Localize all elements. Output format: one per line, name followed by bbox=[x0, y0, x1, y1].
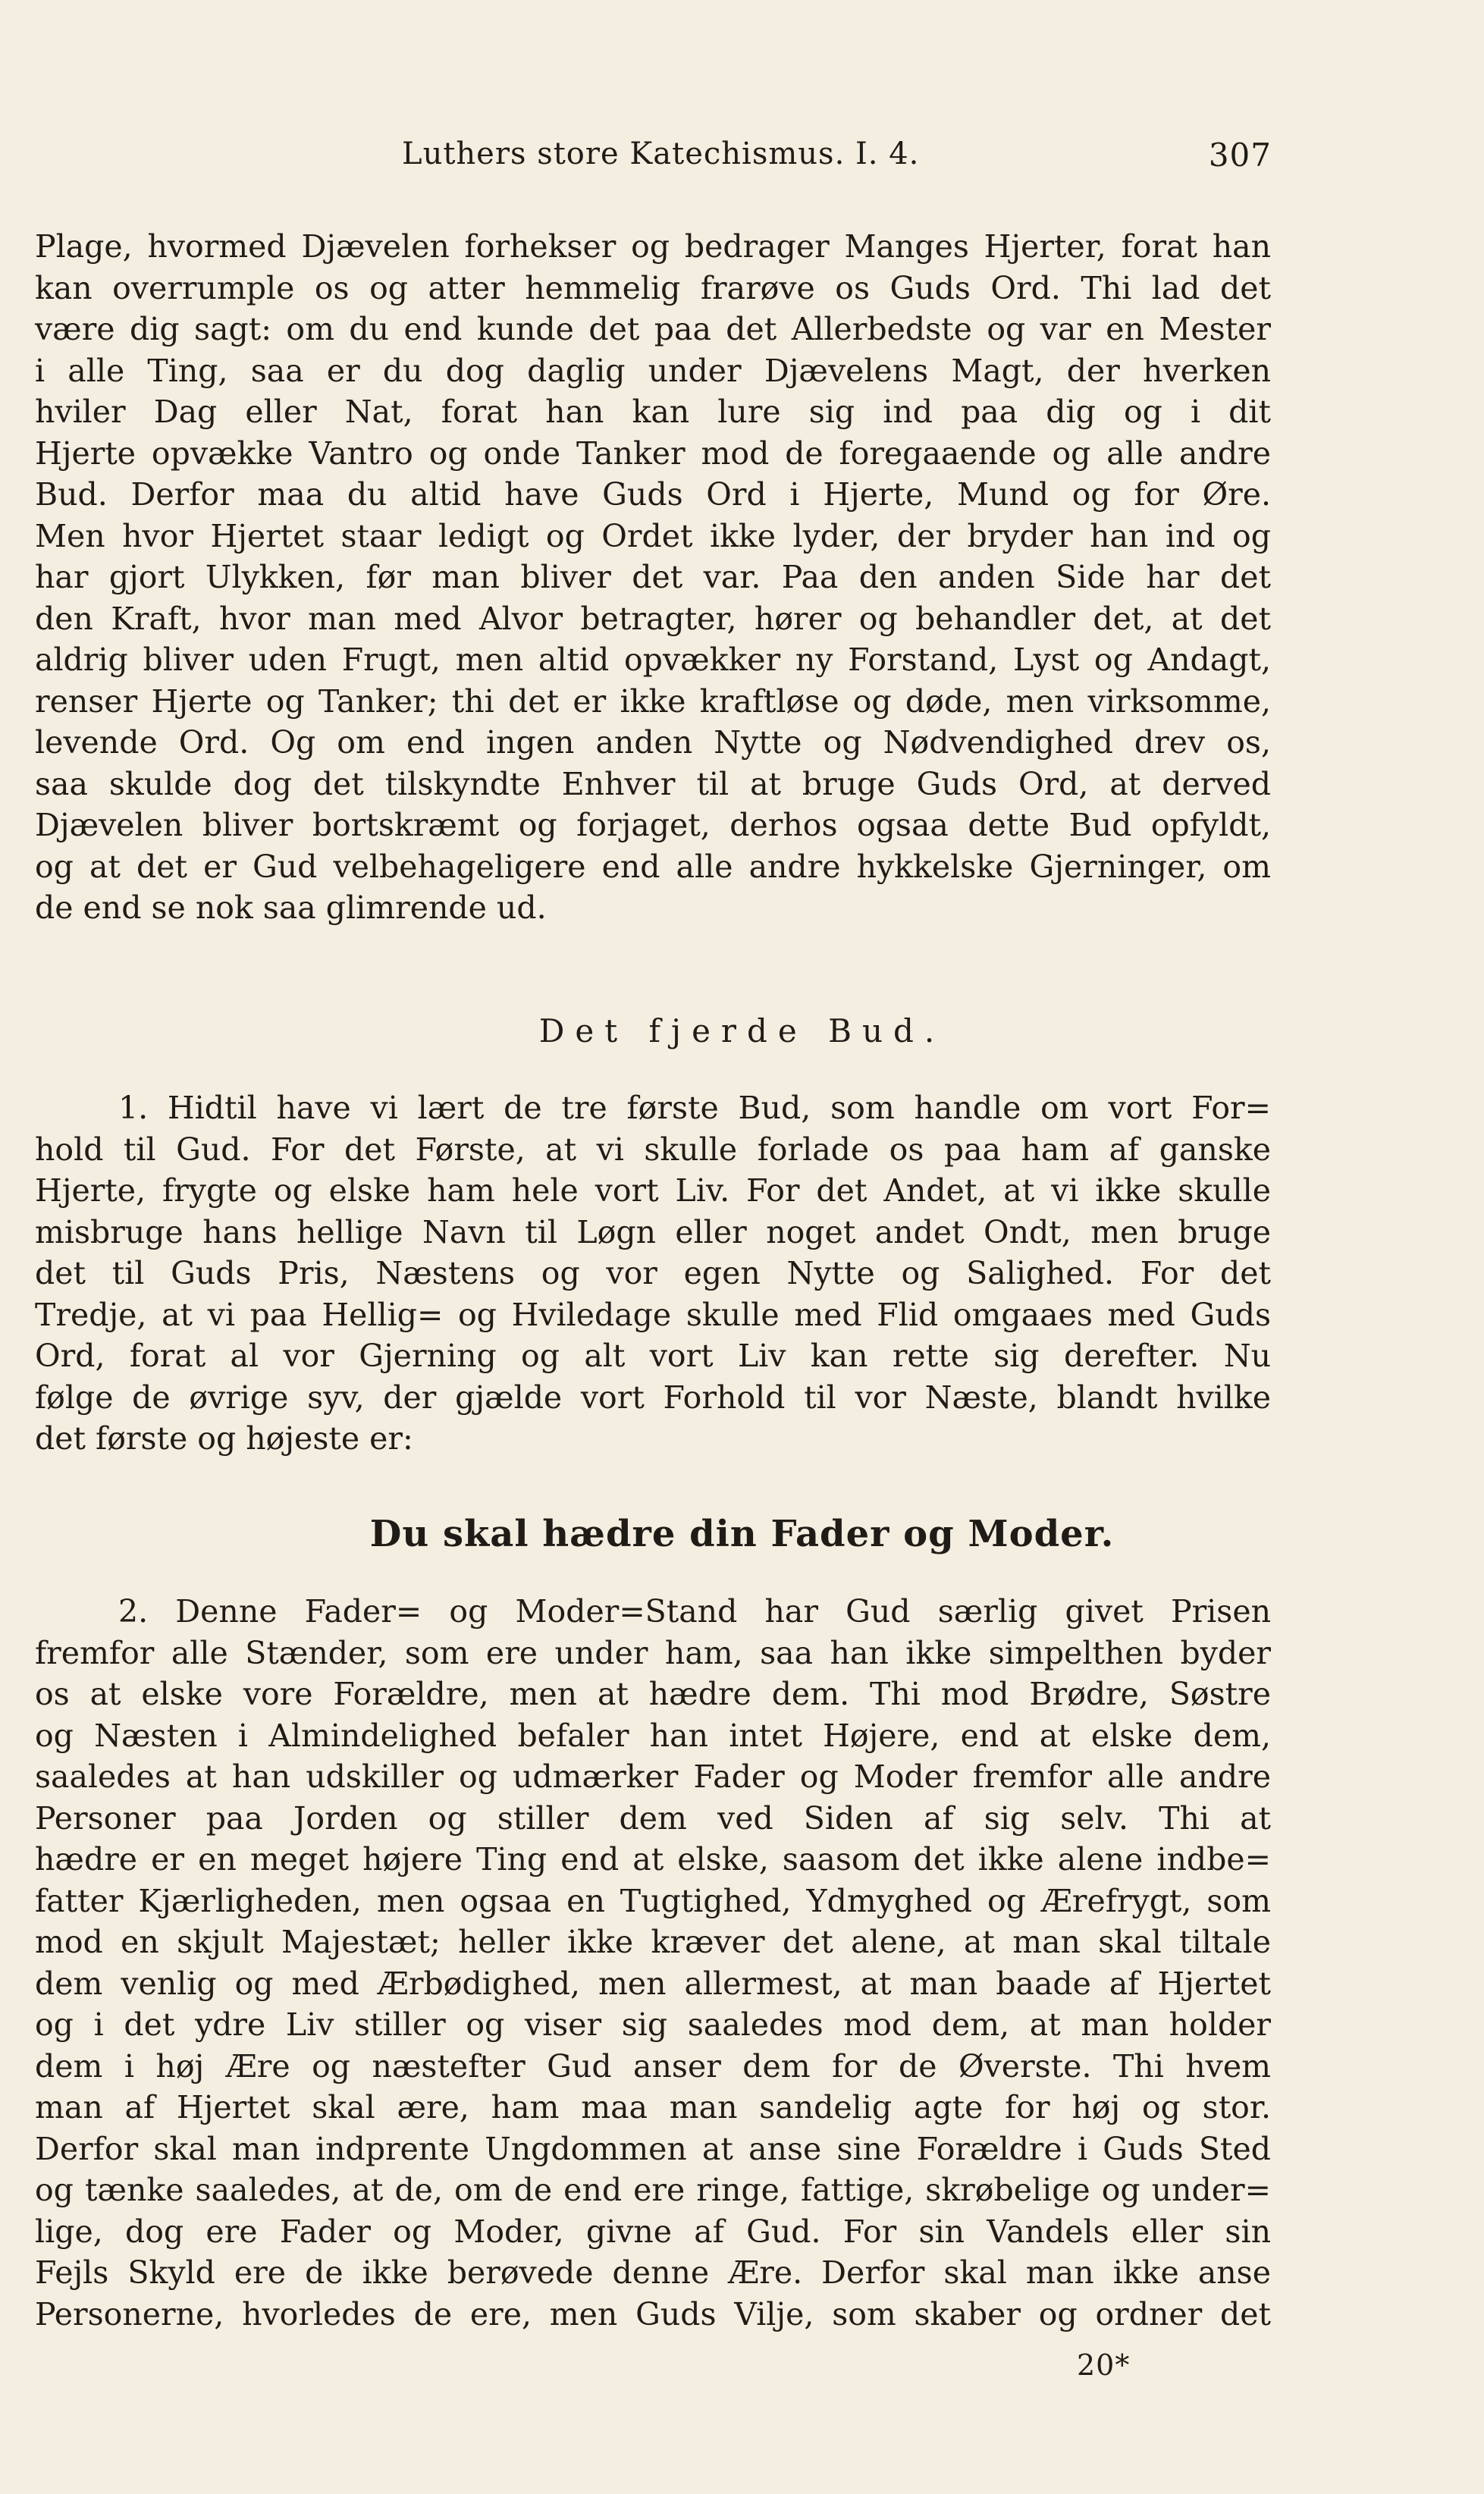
text-line: saaledes at han udskiller og udmærker Fader og Moder fremfor alle andre bbox=[35, 1758, 1271, 1795]
text-line: 2. Denne Fader= og Moder=Stand har Gud særlig givet Prisen bbox=[118, 1593, 1271, 1630]
running-title: Luthers store Katechismus. I. 4. bbox=[402, 136, 920, 171]
text-line: Fejls Skyld ere de ikke berøvede denne Ære. Derfor skal man ikke anse bbox=[35, 2254, 1271, 2291]
text-line: har gjort Ulykken, før man bliver det var. Paa den anden Side har det bbox=[35, 559, 1271, 595]
text-line: man af Hjertet skal ære, ham maa man sandelig agte for høj og stor. bbox=[35, 2089, 1271, 2125]
text-line: hædre er en meget højere Ting end at elske, saasom det ikke alene indbe= bbox=[35, 1841, 1271, 1878]
text-line: og Næsten i Almindelighed befaler han intet Højere, end at elske dem, bbox=[35, 1717, 1271, 1754]
section-heading: Det fjerde Bud. bbox=[538, 1012, 946, 1049]
text-line: den Kraft, hvor man med Alvor betragter, hører og behandler det, at det bbox=[35, 600, 1271, 637]
text-line: Ord, forat al vor Gjerning og alt vort Liv kan rette sig derefter. Nu bbox=[35, 1338, 1271, 1374]
text-line: Personer paa Jorden og stiller dem ved Siden af sig selv. Thi at bbox=[35, 1799, 1271, 1837]
text-line: renser Hjerte og Tanker; thi det er ikke kraftløse og døde, men virksomme, bbox=[35, 682, 1271, 720]
text-line: og i det ydre Liv stiller og viser sig saaledes mod dem, at man holder bbox=[35, 2006, 1271, 2043]
text-line: de end se nok saa glimrende ud. bbox=[35, 889, 547, 926]
text-line: Hjerte opvække Vantro og onde Tanker mod de foregaaende og alle andre bbox=[35, 434, 1271, 472]
text-line: det til Guds Pris, Næstens og vor egen Nytte og Salighed. For det bbox=[35, 1255, 1271, 1291]
text-line: misbruge hans hellige Navn til Løgn eller noget andet Ondt, men bruge bbox=[35, 1213, 1271, 1250]
text-line: Men hvor Hjertet staar ledigt og Ordet ikke lyder, der bryder han ind og bbox=[35, 517, 1271, 554]
text-line: fatter Kjærligheden, men ogsaa en Tugtighed, Ydmyghed og Ærefrygt, som bbox=[35, 1882, 1271, 1919]
text-line: saa skulde dog det tilskyndte Enhver til at bruge Guds Ord, at derved bbox=[35, 765, 1271, 802]
text-line: mod en skjult Majestæt; heller ikke kræver det alene, at man skal tiltale bbox=[35, 1924, 1271, 1960]
commandment-heading: Du skal hædre din Fader og Moder. bbox=[369, 1513, 1115, 1555]
text-line: følge de øvrige syv, der gjælde vort Forhold til vor Næste, blandt hvilke bbox=[35, 1379, 1271, 1416]
text-line: Personerne, hvorledes de ere, men Guds Vilje, som skaber og ordner det bbox=[35, 2295, 1271, 2332]
paragraph-1 bbox=[35, 1087, 1271, 1460]
signature-mark: 20* bbox=[1077, 2348, 1131, 2382]
text-line: dem venlig og med Ærbødighed, men allermest, at man baade af Hjertet bbox=[35, 1965, 1271, 2002]
text-line: og at det er Gud velbehageligere end alle andre hykkelske Gjerninger, om bbox=[35, 848, 1271, 885]
text-line: hold til Gud. For det Første, at vi skulle forlade os paa ham af ganske bbox=[35, 1131, 1271, 1168]
running-head bbox=[0, 136, 1484, 182]
paragraph-continuation bbox=[35, 226, 1271, 929]
text-line: Hjerte, frygte og elske ham hele vort Liv. For det Andet, at vi ikke skulle bbox=[35, 1172, 1271, 1209]
paragraph-2 bbox=[35, 1591, 1271, 2335]
text-line: Tredje, at vi paa Hellig= og Hviledage skulle med Flid omgaaes med Guds bbox=[35, 1296, 1271, 1333]
page-number: 307 bbox=[1208, 136, 1272, 174]
text-line: Bud. Derfor maa du altid have Guds Ord i Hjerte, Mund og for Øre. bbox=[35, 476, 1271, 513]
text-line: lige, dog ere Fader og Moder, givne af Gud. For sin Vandels eller sin bbox=[35, 2213, 1271, 2250]
text-line: os at elske vore Forældre, men at hædre dem. Thi mod Brødre, Søstre bbox=[35, 1676, 1271, 1712]
text-line: aldrig bliver uden Frugt, men altid opvækker ny Forstand, Lyst og Andagt, bbox=[35, 642, 1271, 678]
text-line: hviler Dag eller Nat, forat han kan lure sig ind paa dig og i dit bbox=[35, 394, 1271, 430]
text-line: i alle Ting, saa er du dog daglig under Djævelens Magt, der hverken bbox=[35, 352, 1271, 389]
text-line: Derfor skal man indprente Ungdommen at anse sine Forældre i Guds Sted bbox=[35, 2130, 1271, 2167]
text-line: Djævelen bliver bortskræmt og forjaget, derhos ogsaa dette Bud opfyldt, bbox=[35, 807, 1271, 843]
text-line: 1. Hidtil have vi lært de tre første Bud, som handle om vort For= bbox=[118, 1090, 1271, 1126]
text-line: levende Ord. Og om end ingen anden Nytte og Nødvendighed drev os, bbox=[35, 724, 1271, 761]
text-line: og tænke saaledes, at de, om de end ere ringe, fattige, skrøbelige og under= bbox=[35, 2172, 1271, 2208]
text-line: fremfor alle Stænder, som ere under ham, saa han ikke simpelthen byder bbox=[35, 1634, 1271, 1671]
text-line: dem i høj Ære og næstefter Gud anser dem for de Øverste. Thi hvem bbox=[35, 2047, 1271, 2085]
text-line: kan overrumple os og atter hemmelig frarøve os Guds Ord. Thi lad det bbox=[35, 269, 1271, 306]
text-line: være dig sagt: om du end kunde det paa det Allerbedste og var en Mester bbox=[35, 311, 1271, 347]
text-line: det første og højeste er: bbox=[35, 1420, 413, 1457]
text-line: Plage, hvormed Djævelen forhekser og bedrager Manges Hjerter, forat han bbox=[35, 228, 1271, 265]
